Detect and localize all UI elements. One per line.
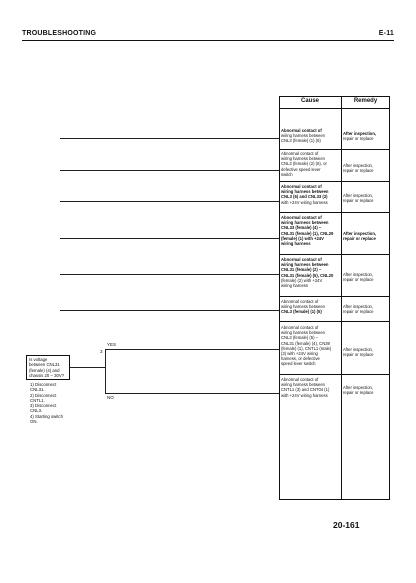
remedy-cell: After inspection, repair or replace	[343, 193, 374, 204]
test-procedure-steps: 1) Disconnect CNL31. 2) Disconnect CNTL1. 3) Disconnect CNL3. 4) Starting switch ON.	[30, 382, 63, 425]
cause-cell: Abnormal contact of wiring harness between CNL3 (female) (5) – CNL31 (female) (4), CN39 (female) (1), CNTL1 (male) (3) with +24V wiring harness, or defective speed lever switch	[281, 325, 332, 367]
row-separator	[279, 321, 390, 322]
remedy-cell: After inspection, repair or replace	[343, 231, 377, 242]
remedy-cell: After inspection, repair or replace	[343, 347, 374, 358]
no-branch-line	[105, 393, 279, 394]
header-rule	[22, 40, 394, 41]
question-connector	[70, 367, 105, 368]
section-title: TROUBLESHOOTING	[22, 30, 97, 37]
section-code: E-11	[378, 30, 394, 37]
cause-cell: Abnormal contact of wiring harness between CNL3 (female) (2) (6), or defective speed lever switch	[281, 151, 327, 177]
cause-cell: Abnormal contact of wiring harness between CNL3 (female) (1) (5)	[281, 299, 325, 315]
cause-cell: Abnormal contact of wiring harness between CNL3 (6) and CNL33 (3) with +24V wiring harness	[281, 184, 329, 205]
remedy-cell: After inspection, repair or replace	[343, 272, 374, 283]
page-number: 20-161	[333, 520, 360, 530]
row-separator	[279, 296, 390, 297]
cause-column-header: Cause	[300, 98, 319, 104]
row-separator	[279, 212, 390, 213]
yes-branch-line	[105, 349, 279, 350]
cause-cell: Abnormal contact of wiring harness between CNTL1 (3) and CNT04 (1) with +24V wiring harness	[281, 377, 330, 398]
cause-cell: Abnormal contact of wiring harness between CNL33 (female) (4) – CNL31 (female) (1), CNL29 (female) (1) with +24V wiring harness	[281, 215, 334, 247]
yes-label: YES	[107, 342, 117, 347]
decision-number: 3	[100, 349, 103, 354]
remedy-cell: After inspection, repair or replace	[343, 163, 374, 174]
decision-question-box: Is voltage between CNL31 (female) (4) and chassis 20 – 30V?	[26, 355, 70, 380]
table-column-divider	[341, 96, 342, 500]
remedy-column-header: Remedy	[353, 98, 378, 104]
row-separator	[279, 149, 390, 150]
remedy-cell: After inspection, repair or replace	[343, 304, 374, 315]
decision-split-line	[105, 349, 106, 394]
row-separator	[279, 254, 390, 255]
branch-line	[60, 310, 279, 311]
branch-line	[60, 138, 279, 139]
branch-line	[60, 201, 279, 202]
no-label: NO	[107, 395, 114, 400]
cause-cell: Abnormal contact of wiring harness between CNL31 (female) (2) – CNL31 (female) (5), CNL20 (female) (2) with +24V wiring harness	[281, 257, 334, 289]
table-header-rule	[279, 108, 390, 109]
row-separator	[279, 181, 390, 182]
remedy-cell: After inspection, repair or replace	[343, 131, 377, 142]
branch-line	[60, 274, 279, 275]
branch-line	[60, 238, 279, 239]
cause-cell: Abnormal contact of wiring harness between CNL3 (female) (1) (6)	[281, 128, 325, 144]
row-separator	[279, 374, 390, 375]
branch-line	[60, 170, 279, 171]
remedy-cell: After inspection, repair or replace	[343, 385, 374, 396]
